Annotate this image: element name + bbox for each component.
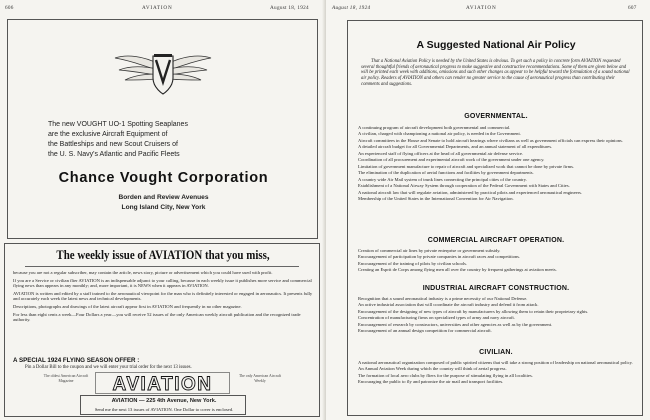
policy-item: Encouragement of participation by private companies in aircraft races and competitions. bbox=[358, 254, 521, 260]
masthead-text: AVIATION bbox=[112, 374, 213, 394]
left-page-number: 606 bbox=[5, 5, 14, 11]
policy-item: The elimination of the duplication of aerial functions and facilities by government departments. bbox=[358, 170, 534, 176]
vought-address-street: Borden and Review Avenues bbox=[118, 194, 209, 201]
vought-advertisement bbox=[7, 19, 318, 239]
weekly-paragraph: If you are a Service or civilian flier AVIATION is an indispensable adjunct to your calling, because in each weekly issue it publishes more service and commercial flying news than appears in any monthly; and, more important, it is NEWS when it appears in AVIATION. bbox=[13, 277, 312, 289]
policy-item: A detailed aircraft budget for all Governmental Departments, and an annual statement of all expenditures. bbox=[358, 144, 553, 150]
vought-copy bbox=[48, 120, 318, 160]
policy-item: Establishment of a National Airway System through cooperation of the Federal Government with States and Cities. bbox=[358, 183, 570, 189]
section-heading-civilian: CIVILIAN. bbox=[479, 349, 513, 356]
weekly-paragraph: Descriptions, photographs and drawings of the latest aircraft appear first in AVIATION and frequently in no other magazine. bbox=[13, 303, 242, 309]
left-running-title: AVIATION bbox=[142, 5, 173, 11]
section-list-governmental bbox=[358, 125, 638, 203]
policy-item: An active industrial association that will coordinate the aircraft industry and defend it from attack. bbox=[358, 302, 539, 308]
vought-copy-line: the Battleships and new Scout Cruisers of bbox=[48, 141, 178, 148]
weekly-body bbox=[13, 270, 313, 325]
right-page bbox=[326, 0, 650, 420]
aviation-masthead bbox=[95, 372, 230, 394]
policy-item: Coordination of all procurement and experimental aircraft work of the government under one agency. bbox=[358, 157, 545, 163]
policy-item: Concentration of manufacturing firms on specialized types of army and navy aircraft. bbox=[358, 315, 515, 321]
policy-item: Creation of commercial air lines by private enterprise or government subsidy. bbox=[358, 248, 501, 253]
policy-item: Encouraging the public to fly and patronize the air mail and transport facilities. bbox=[358, 379, 504, 385]
vought-copy-line: the U. S. Navy's Atlantic and Pacific Fleets bbox=[48, 151, 180, 158]
special-offer-heading: A SPECIAL 1924 FLYING SEASON OFFER : bbox=[13, 357, 140, 364]
policy-item: Creating an Esprit de Corps among flying men all over the country by frequent gatherings at aviation meets. bbox=[358, 267, 557, 273]
order-address: AVIATION — 225 4th Avenue, New York. bbox=[111, 398, 217, 404]
policy-item: Limitation of government manufacture to repair of aircraft and specialized work that cannot be done by private firms. bbox=[358, 163, 575, 169]
headline-rule bbox=[25, 266, 299, 267]
policy-item: Encouragement of research by constructors, universities and other agencies as well as by the government. bbox=[358, 321, 553, 327]
section-list-industrial bbox=[358, 296, 638, 335]
policy-item: A national aeronautical organization composed of public spirited citizens that will take a strong position of leadership on national aeronautical policy. bbox=[358, 360, 633, 365]
section-list-commercial bbox=[358, 248, 638, 274]
left-date: August 18, 1924 bbox=[270, 5, 309, 11]
weekly-paragraph: For less than eight cents a week—Four Dollars a year—you will receive 52 issues of the only American weekly aircraft publication and the recognized trade authority. bbox=[13, 311, 301, 323]
right-page-number: 607 bbox=[628, 5, 637, 11]
weekly-paragraph: because you are not a regular subscriber, may contain the article, news story, picture or advertisement which you could have used with profit. bbox=[13, 270, 273, 275]
right-date: August 18, 1924 bbox=[332, 5, 371, 11]
order-coupon bbox=[80, 395, 246, 415]
weekly-subscription-advertisement bbox=[4, 243, 320, 417]
policy-item: A national aircraft law that will regulate aviation, administered by practical pilots and experienced aeronautical engineers. bbox=[358, 189, 583, 195]
policy-item: Encouragement of an annual design competition for commercial aircraft. bbox=[358, 328, 492, 334]
weekly-headline: The weekly issue of AVIATION that you miss, bbox=[56, 247, 270, 262]
vought-copy-line: The new VOUGHT UO-1 Spotting Seaplanes bbox=[48, 121, 188, 128]
masthead-note-right: The only American Aircraft Weekly bbox=[238, 374, 282, 383]
policy-item: A continuing program of aircraft development both governmental and commercial. bbox=[358, 125, 511, 130]
policy-item: An Annual Aviation Week during which the country will think of aerial progress. bbox=[358, 366, 507, 372]
order-text: Send me the next 13 issues of AVIATION. One Dollar to cover is enclosed. bbox=[94, 407, 234, 412]
policy-item: Aircraft committees in the House and Senate to hold aircraft hearings where civilians as well as government officials can express their opinions. bbox=[358, 137, 623, 143]
policy-item: The formation of local aero clubs by fliers for the purpose of stimulating flying in all localities. bbox=[358, 372, 533, 378]
section-heading-industrial: INDUSTRIAL AIRCRAFT CONSTRUCTION. bbox=[422, 285, 570, 292]
policy-item: A country wide Air Mail system of trunk lines connecting the principal cities of the country. bbox=[358, 176, 527, 182]
policy-item: Membership of the United States in the International Convention for Air Navigation. bbox=[358, 196, 514, 202]
policy-article bbox=[347, 20, 643, 416]
weekly-paragraph: AVIATION is written and edited by a staff trained to the aeronautical viewpoint for the man who is definitely interested or engaged in aeronautics. It presents fully and accurately each week the latest news and technical developments. bbox=[13, 290, 313, 302]
policy-item: An experienced staff of flying officers at the head of all governmental air defense service. bbox=[358, 150, 524, 156]
policy-item: A civilian, charged with championing a national air policy, is needed in the Government. bbox=[358, 131, 521, 137]
right-running-title: AVIATION bbox=[466, 5, 497, 11]
special-offer-detail: Pin a Dollar Bill to the coupon and we will enter your trial order for the next 13 issues. bbox=[25, 365, 192, 370]
vought-address-city: Long Island City, New York bbox=[121, 204, 206, 211]
policy-item: Encouragement of the designing of new types of aircraft by manufacturers by allowing them to retain their proprietary rights. bbox=[358, 308, 589, 314]
vought-winged-logo bbox=[113, 42, 213, 102]
policy-intro: That a National Aviation Policy is needed by the United States is obvious. To get such a policy in concrete form AVIATION requested several thoughtful friends of aeronautical progress to make suggestive and constructive recommendations. Some of them are given below and will be printed each week with additions, omissions and such other changes as appear to be helpful toward the formulation of a sound national air policy. Readers of AVIATION and others can render no greater service to the cause of aeronautical progress than contributing their comments and suggestions. bbox=[361, 59, 630, 87]
policy-title: A Suggested National Air Policy bbox=[416, 39, 576, 51]
policy-item: Recognition that a sound aeronautical industry is a prime necessity of our National Defense. bbox=[358, 296, 528, 301]
section-heading-commercial: COMMERCIAL AIRCRAFT OPERATION. bbox=[427, 237, 565, 244]
section-list-civilian bbox=[358, 360, 638, 386]
vought-company-name: Chance Vought Corporation bbox=[58, 170, 269, 186]
section-heading-governmental: GOVERNMENTAL. bbox=[464, 113, 528, 120]
masthead-note-left: The oldest American Aircraft Magazine bbox=[43, 374, 89, 383]
vought-copy-line: are the exclusive Aircraft Equipment of bbox=[48, 131, 168, 138]
policy-item: Encouragement of the training of pilots by civilian schools. bbox=[358, 260, 468, 266]
